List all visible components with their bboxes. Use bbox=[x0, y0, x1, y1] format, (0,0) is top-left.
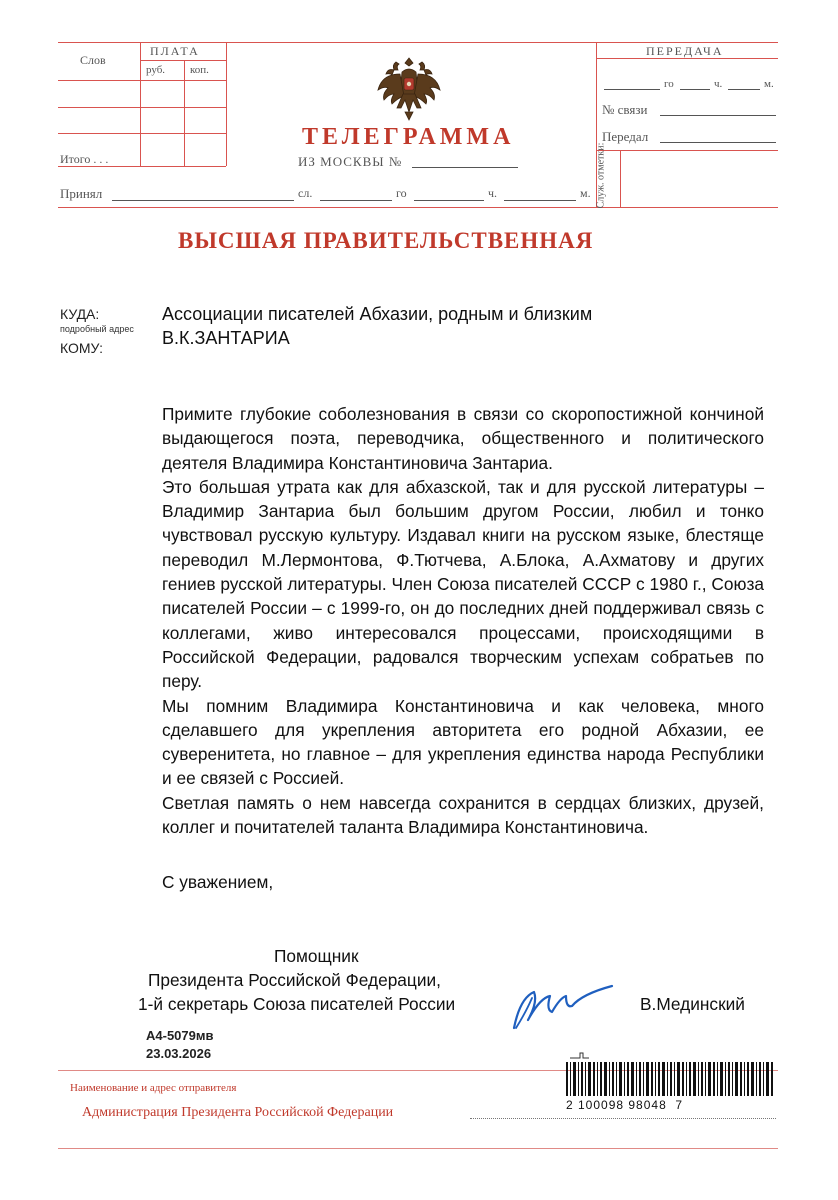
paragraph-4: Светлая память о нем навсегда сохранится в сердцах близких, друзей, коллег и почитателей таланта Владимира Константиновича. bbox=[162, 792, 764, 838]
barcode bbox=[566, 1050, 778, 1098]
post-horn-icon bbox=[570, 1053, 589, 1058]
recipient-address: Ассоциации писателей Абхазии, родным и близким bbox=[162, 304, 593, 324]
itogo-label: Итого . . . bbox=[60, 152, 109, 166]
document-number: А4-5079мв bbox=[146, 1028, 214, 1043]
recipient-name: В.К.ЗАНТАРИА bbox=[162, 328, 290, 348]
barcode-number: 2 100098 98048 7 bbox=[566, 1098, 684, 1112]
slov-label: Слов bbox=[80, 53, 106, 67]
go-label: го bbox=[396, 186, 407, 200]
priority-banner: ВЫСШАЯ ПРАВИТЕЛЬСТВЕННАЯ bbox=[178, 228, 594, 253]
signatory-position-line-3: 1-й секретарь Союза писателей России bbox=[138, 994, 456, 1014]
paragraph-3: Мы помним Владимира Константиновича и как человека, много сделавшего для укрепления авторитета его родной Абхазии, ее суверенитета, но главное – для укрепления единства народа Республики и ее связей с Россией. bbox=[162, 695, 764, 789]
message-body bbox=[162, 402, 764, 839]
signatory-position-line-2: Президента Российской Федерации, bbox=[148, 970, 441, 990]
handwritten-signature bbox=[504, 978, 624, 1038]
kuda-label: КУДА: bbox=[60, 306, 100, 322]
sender-name: Администрация Президента Российской Федерации bbox=[82, 1105, 394, 1120]
from-moscow-label: ИЗ МОСКВЫ № bbox=[298, 154, 403, 169]
telegram-title: ТЕЛЕГРАММА bbox=[302, 124, 515, 150]
sender-label: Наименование и адрес отправителя bbox=[70, 1082, 237, 1094]
closing-phrase: С уважением, bbox=[162, 872, 274, 892]
document-date: 23.03.2026 bbox=[146, 1046, 212, 1061]
detailed-address-label: подробный адрес bbox=[60, 324, 134, 334]
ch2-label: ч. bbox=[714, 78, 723, 90]
barcode-stripes bbox=[566, 1062, 773, 1096]
sluzh-otmetki-label: Служ. отметки: bbox=[595, 142, 607, 209]
peredacha-label: ПЕРЕДАЧА bbox=[646, 44, 724, 58]
paragraph-2: Это большая утрата как для абхазской, так и для русской литературы – Владимир Зантариа был большим другом России, любил и тонко чувствовал русскую культуру. Издавал книги на русском языке, блестяще переводил М.Лермонтова, Ф.Тютчева, А.Блока, А.Ахматову и других гениев русской литературы. Член Союза писателей СССР с 1980 г., Союза писателей России – с 1999-го, он до последних дней поддерживал связь с коллегами, живо интересовался процессами, происходящими в Российской Федерации, радовался творческим успехам собратьев по перу. bbox=[162, 476, 764, 692]
signatory-position-line-1: Помощник bbox=[274, 946, 359, 966]
komu-label: КОМУ: bbox=[60, 340, 104, 356]
paragraph-1: Примите глубокие соболезнования в связи со скоропостижной кончиной выдающегося поэта, переводчика, общественного и политического деятеля Владимира Константиновича Зантариа. bbox=[162, 404, 764, 473]
ch-label: ч. bbox=[488, 186, 498, 200]
sl-label: сл. bbox=[298, 186, 313, 200]
peredal-label: Передал bbox=[602, 129, 649, 144]
kop-label: коп. bbox=[190, 64, 209, 76]
m2-label: м. bbox=[764, 78, 774, 90]
prinyal-label: Принял bbox=[60, 186, 103, 201]
nomer-svyazi-label: № связи bbox=[602, 102, 648, 117]
m-label: м. bbox=[580, 186, 591, 200]
plata-label: ПЛАТА bbox=[150, 44, 200, 58]
go2-label: го bbox=[664, 78, 674, 90]
signatory-name: В.Мединский bbox=[640, 994, 745, 1014]
rub-label: руб. bbox=[146, 64, 166, 76]
double-headed-eagle-icon bbox=[372, 50, 446, 126]
